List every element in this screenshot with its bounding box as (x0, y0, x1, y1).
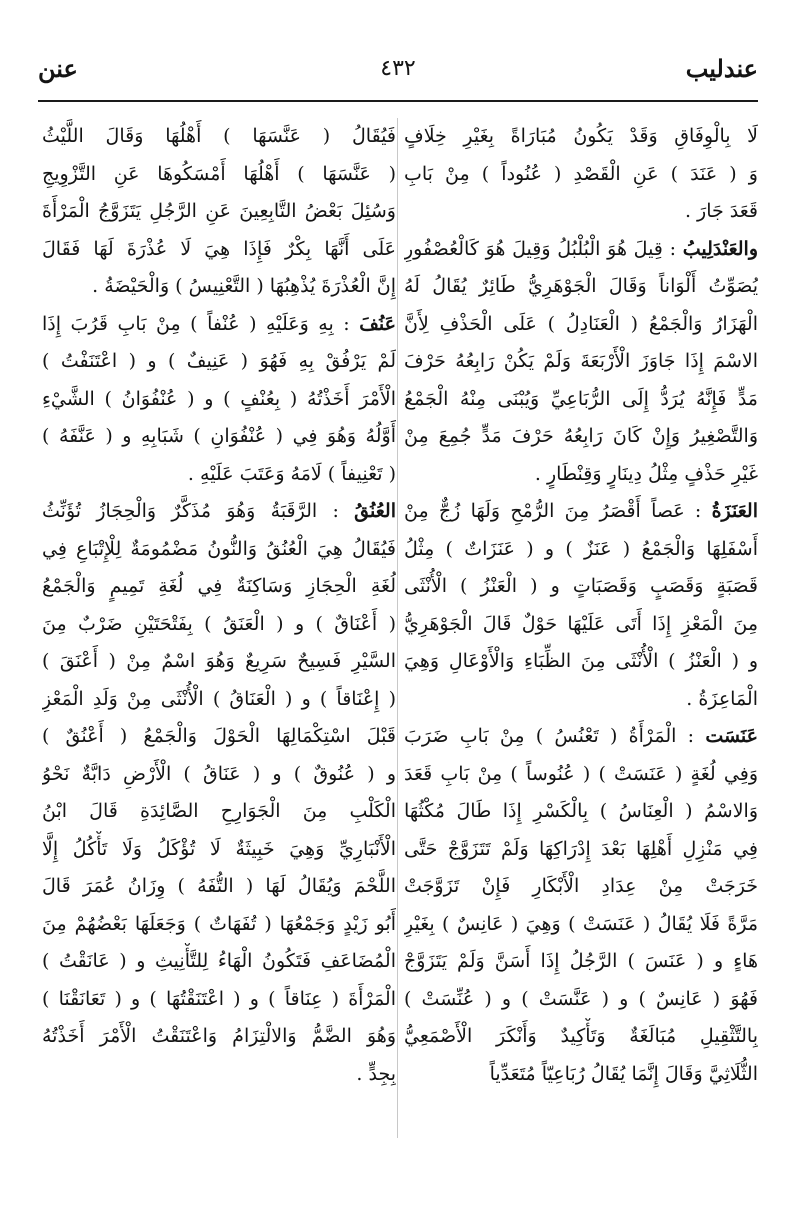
text-line: و ( الْعَنْزُ ) الْأُنْثَى مِنَ الظِّبَاءِ وَالْأَوْعَالِ وَهِيَ (404, 650, 758, 672)
dictionary-entry (42, 493, 396, 1093)
text-line: هَاءٍ و ( عَنَسَ ) الرَّجُلُ إِذَا أَسَنَّ وَلَمْ يَتَزَوَّجْ (404, 950, 758, 972)
definition-text: : الْمَرْأَةُ ( تَعْنُسُ ) مِنْ بَابِ ضَرَبَ (404, 725, 706, 747)
left-column (42, 118, 396, 1093)
text-line: أَوَّلُهُ وَهُوَ فِي ( عُنْفُوَانِ ) شَبَابِهِ و ( عَنَّفَهُ ) (42, 425, 396, 447)
text-line: الْمَاعِزَةُ . (686, 687, 758, 710)
headword: عَنُفَ (359, 312, 396, 335)
text-line: وَالتَّصْغِيرُ وَإِنْ كَانَ رَابِعُهُ حَرْفَ مَدٍّ جُمِعَ مِنْ (404, 425, 758, 447)
headword: عَنَسَت (705, 725, 758, 747)
text-line: ( عَنَّسَهَا ) أَهْلُهَا أَمْسَكُوهَا عَنِ التَّزْوِيجِ (42, 162, 396, 185)
text-line: أَبُو زَيْدٍ وَجَمْعُهَا ( تُفَهَاتٌ ) وَجَعَلَهَا بَعْضُهُمْ مِنَ (42, 912, 396, 935)
header-first-entry: عندليب (685, 54, 758, 83)
text-line: الْهَزَارُ وَالْجَمْعُ ( الْعَنَادِلُ ) عَلَى الْحَذْفِ لِأَنَّ (404, 312, 758, 335)
dictionary-entry (42, 306, 396, 494)
text-line: ( تَعْنِيفاً ) لَامَهُ وَعَتَبَ عَلَيْهِ . (187, 462, 396, 485)
text-line: و ( عُنُوقٌ ) و ( عَنَاقُ ) الْأَرْضِ دَابَّةٌ نَحْوُ (42, 762, 396, 785)
text-line: فَهُوَ ( عَانِسٌ ) و ( عَنَّسَتْ ) و ( عُنِّسَتْ ) (404, 987, 758, 1010)
text-line: فَيُقَالُ هِيَ الْعُنُقُ وَالنُّونُ مَضْمُومَةٌ لِلْإِتْبَاعِ فِي (42, 537, 396, 560)
text-line: الْأَنْبَارِيِّ وَهِيَ خَبِيثَةٌ لَا تُؤْكَلُ وَلَا تَأْكُلُ إِلَّا (42, 837, 396, 860)
text-line: بِالتَّثْقِيلِ مُبَالَغَةٌ وَتَأْكِيدٌ وَأَنْكَرَ الْأَصْمَعِيُّ (404, 1025, 758, 1047)
header-rule (38, 100, 758, 102)
page-number: ٤٣٢ (380, 56, 416, 81)
headword: العَنَزَةُ (711, 500, 758, 522)
text-line (42, 493, 396, 531)
text-line: الْأَمْرَ أَخَذْتُهُ ( بِعُنْفٍ ) و ( عُنْفُوَانُ ) الشَّيْءِ (42, 387, 396, 410)
text-line (42, 306, 396, 344)
text-line: لَا بِالْوِفَاقِ وَقَدْ يَكُونُ مُبَارَاةً بِغَيْرِ خِلَافٍ (404, 125, 758, 147)
text-line: إِنَّ الْعُذْرَةَ يُذْهِبُهَا ( التَّعْنِيسُ ) وَالْحَيْضَةُ . (92, 275, 396, 297)
headword: والعَنْدَلِيبُ (682, 237, 758, 260)
text-line: مِنَ الْمَعْزِ إِذَا أَتَى عَلَيْهَا حَوْلٌ قَالَ الْجَوْهَرِيُّ (404, 612, 758, 635)
entry-continuation (404, 118, 758, 231)
text-line: أَسْفَلِهَا وَالْجَمْعُ ( عَنَزٌ ) و ( عَنَزَاتٌ ) مِثْلُ (404, 537, 758, 560)
text-line: وَ ( عَنَدَ ) عَنِ الْقَصْدِ ( عُنُوداً ) مِنْ بَابِ (404, 162, 758, 185)
text-line: مَدٍّ فَإِنَّهُ يُرَدُّ إِلَى الرُّبَاعِيِّ وَيُبْنَى مِنْهُ الْجَمْعُ (404, 387, 758, 410)
text-line: فِي مَنْزِلِ أَهْلِهَا بَعْدَ إِدْرَاكِهَا وَلَمْ تَتَزَوَّجْ حَتَّى (404, 837, 758, 860)
text-line: الْمَرْأَةَ ( عِنَاقاً ) و ( اعْتَنَقْتُهَا ) و ( تَعَانَقْنَا ) (42, 987, 396, 1010)
text-line: اللَّحْمَ وَيُقَالُ لَهَا ( التُّفَهُ ) وِزَانُ عُمَرَ قَالَ (42, 875, 396, 897)
text-line: بِجِدٍّ . (356, 1062, 396, 1085)
text-line: مَرَّةً فَلَا يُقَالُ ( عَنَسَتْ ) وَهِيَ ( عَانِسٌ ) بِغَيْرِ (404, 912, 758, 935)
text-line: فَيُقَالُ ( عَنَّسَهَا ) أَهْلُهَا وَقَالَ اللَّيْثُ (42, 125, 396, 147)
definition-text: : قِيلَ هُوَ الْبُلْبُلُ وَقِيلَ هُوَ كَالْعُصْفُورِ (404, 237, 683, 260)
text-line: لُغَةِ الْحِجَازِ وَسَاكِنَةٌ فِي لُغَةِ تَمِيمٍ وَالْجَمْعُ (42, 575, 396, 597)
text-line: يُصَوِّتُ أَلْوَاناً وَقَالَ الْجَوْهَرِيُّ طَائِرٌ يُقَالُ لَهُ (404, 275, 758, 297)
text-line: الْكَلْبِ مِنَ الْجَوَارِحِ الصَّائِدَةِ قَالَ ابْنُ (42, 800, 396, 822)
text-line: ( أَعْنَاقٌ ) و ( الْعَنَقُ ) بِفَتْحَتَيْنِ ضَرْبٌ مِنَ (42, 612, 396, 635)
definition-text: : بِهِ وَعَلَيْهِ ( عُنْفاً ) مِنْ بَابِ قَرُبَ إِذَا (42, 312, 360, 335)
text-line: خَرَجَتْ مِنْ عِدَادِ الْأَبْكَارِ فَإِنْ تَزَوَّجَتْ (404, 875, 758, 897)
definition-text: : عَصاً أَقْصَرُ مِنَ الرُّمْحِ وَلَهَا زُجٌّ مِنْ (404, 500, 712, 522)
text-line: قَعَدَ جَارَ . (684, 200, 758, 222)
text-line: ( إِعْنَاقاً ) و ( الْعَنَاقُ ) الْأُنْثَى مِنْ وَلَدِ الْمَعْزِ (42, 687, 396, 710)
column-divider (397, 118, 398, 1138)
right-column (404, 118, 758, 1093)
text-line: وَالاسْمُ ( الْعِنَاسُ ) بِالْكَسْرِ إِذَا طَالَ مُكْثُهَا (404, 800, 758, 822)
text-line: وَفِي لُغَةٍ ( عَنَسَتْ ) ( عُنُوساً ) مِنْ بَابِ قَعَدَ (404, 762, 758, 785)
text-line (404, 231, 758, 269)
dictionary-entry (404, 231, 758, 494)
text-line: غَيْرِ حَذْفٍ مِثْلُ دِينَارٍ وَقِنْطَارٍ . (534, 462, 758, 485)
header-root-word: عنن (38, 54, 78, 83)
dictionary-entry (404, 718, 758, 1093)
text-line: وَسُئِلَ بَعْضُ التَّابِعِينَ عَنِ الرَّجُلِ يَتَزَوَّجُ الْمَرْأَةَ (42, 200, 396, 222)
text-line (404, 493, 758, 531)
text-line: لَمْ يَرْفُقْ بِهِ فَهُوَ ( عَنِيفٌ ) و ( اعْتَنَفْتُ ) (42, 350, 396, 372)
entry-continuation (42, 118, 396, 306)
text-line: وَهُوَ الضَّمُّ وَالالْتِزَامُ وَاعْتَنَقْتُ الْأَمْرَ أَخَذْتُهُ (42, 1025, 396, 1047)
text-line: قَصَبَةٍ وَقَصَبٍ وَقَصَبَاتٍ و ( الْعَنْزُ ) الْأُنْثَى (404, 575, 758, 597)
text-line: عَلَى أَنَّهَا بِكْرٌ فَإِذَا هِيَ لَا عُذْرَةَ لَهَا فَقَالَ (42, 237, 396, 260)
text-line: السَّيْرِ فَسِيحٌ سَرِيعٌ وَهُوَ اسْمٌ مِنْ ( أَعْنَقَ ) (42, 650, 396, 672)
text-line: قَبْلَ اسْتِكْمَالِهَا الْحَوْلَ وَالْجَمْعُ ( أَعْنُقٌ ) (42, 725, 396, 747)
text-line (404, 718, 758, 756)
text-line: الْمُضَاعَفِ فَتَكُونُ الْهَاءُ لِلتَّأْنِيثِ و ( عَانَقْتُ ) (42, 950, 396, 972)
text-line: الاسْمَ إِذَا جَاوَزَ الْأَرْبَعَةَ وَلَمْ يَكُنْ رَابِعُهُ حَرْفَ (404, 350, 758, 372)
page-header (38, 54, 758, 94)
text-line: الثُّلَاثِيَّ وَقَالَ إِنَّمَا يُقَالُ رُبَاعِيّاً مُتَعَدِّياً (489, 1062, 758, 1085)
definition-text: : الرَّقَبَةُ وَهُوَ مُذَكَّرٌ وَالْحِجَازُ تُؤَنِّثُ (42, 500, 355, 522)
headword: العُنُقُ (354, 500, 396, 522)
dictionary-entry (404, 493, 758, 718)
